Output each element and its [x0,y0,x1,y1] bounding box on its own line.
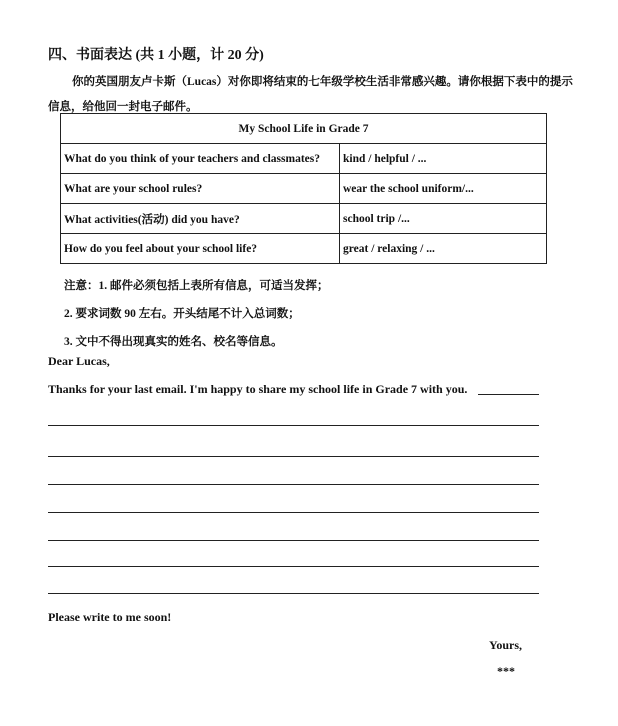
letter-opening: Thanks for your last email. I'm happy to share my school life in Grade 7 with you. [48,382,468,396]
table-question: How do you feel about your school life? [61,234,340,264]
writing-line[interactable] [48,456,539,457]
table-title: My School Life in Grade 7 [61,114,547,144]
writing-line[interactable] [48,484,539,485]
letter-greeting: Dear Lucas, [48,354,110,368]
note-item: 3. 文中不得出现真实的姓名、校名等信息。 [64,336,283,348]
letter-closing: Please write to me soon! [48,610,172,624]
writing-line[interactable] [48,593,539,594]
info-table [60,113,547,264]
writing-line[interactable] [48,540,539,541]
table-row [61,144,547,174]
note-item: 2. 要求词数 90 左右。开头结尾不计入总词数； [64,308,300,320]
table-hint: great / relaxing / ... [340,234,547,264]
writing-line[interactable] [478,394,539,395]
table-question: What do you think of your teachers and classmates? [61,144,340,174]
table-row [61,204,547,234]
notes [64,272,329,356]
table-row [61,234,547,264]
table-hint: kind / helpful / ... [340,144,547,174]
table-hint: school trip /... [340,204,547,234]
note-item: 注意：1. 邮件必须包括上表所有信息，可适当发挥； [64,280,329,292]
section-title: 四、书面表达 (共 1 小题，计 20 分) [48,48,264,63]
writing-line[interactable] [48,425,539,426]
table-row [61,174,547,204]
task-instructions: 你的英国朋友卢卡斯（Lucas）对你即将结束的七年级学校生活非常感兴趣。请你根据下表中的提示信息，给他回一封电子邮件。 [48,76,573,113]
table-question: What are your school rules? [61,174,340,204]
letter-signature: *** [497,664,515,678]
table-question: What activities(活动) did you have? [61,204,340,234]
writing-line[interactable] [48,566,539,567]
letter-sign-off: Yours, [489,638,523,652]
writing-line[interactable] [48,512,539,513]
table-hint: wear the school uniform/... [340,174,547,204]
